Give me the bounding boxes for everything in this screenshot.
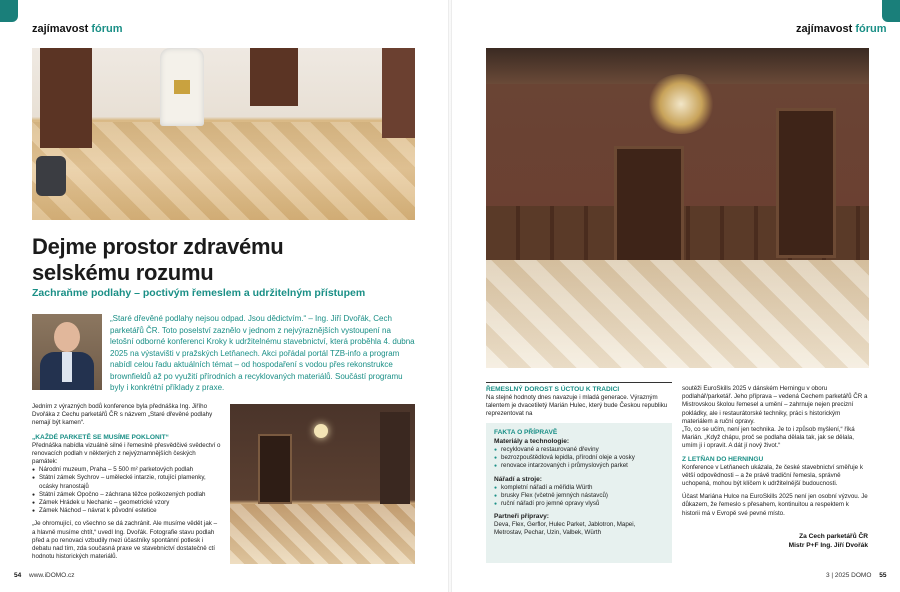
section3-text: Konference v Letňanech ukázala, že české stavebnictví směřuje k větší odpovědnosti – a že právě tradiční řemesla, správně uchopená, mohou být klíčem k udržitelnější budoucnosti. [682,463,863,488]
partners-text: Deva, Flex, Gerflor, Hulec Parket, Jablotron, Mapei, Metrostav, Pechar, Uzin, Valbek, Würth [494,521,636,537]
left-column [32,403,222,561]
quote-text: „Je ohromující, co všechno se dá zachránit. Ale musíme vědět jak – a hlavně musíme chtít,“ uvedl Ing. Dvořák. Fotografie stavu podlah před a po renovaci vzbudily mezi účastníky spontánní potlesk i debatu nad tím, zda současná praxe ve stavebnictví dostatečně ctí hodnotu historických materiálů. [32,520,218,561]
footer-left [14,572,75,579]
list-item: ● bezrozpouštědlová lepidla, přírodní oleje a vosky [494,454,664,462]
page-tab-left [0,0,18,22]
footer-right [826,572,886,579]
partners-title: Partneři přípravy: [494,513,549,521]
right-column-text: soutěži EuroSkills 2025 v dánském Herningu v oboru podlahář/parketář. Jeho příprava – vedená Cechem parketářů ČR a Mistrovskou školou řemesel a umění – zahrnuje nejen precizní pokládky, ale i restaurátorské techniky, práci s historickým materiálem a ruční opravy. [682,385,868,425]
marian-quote: „To, co se učím, není jen technika. Je to i způsob myšlení,“ říká Marián. „Když chápu, proč se podlaha dělala tak, jak se dělala, umím ji i opravit. A dát jí nový život.“ [682,426,855,450]
article-subtitle: Zachraňme podlahy – poctivým řemeslem a udržitelným přístupem [32,287,366,299]
materials-list [494,446,664,471]
photo-room-stove [32,48,415,220]
section1-heading: „KAŽDÉ PARKETĚ SE MUSÍME POKLONIT“ [32,433,169,441]
facts-heading: FAKTA O PŘÍPRAVĚ [494,429,558,436]
list-item: ● Národní muzeum, Praha – 5 500 m² parketových podlah [32,466,222,474]
title-line: Dejme prostor zdravému [32,234,284,259]
list-item: ● Zámek Hrádek u Nechanic – geometrické vzory [32,499,222,507]
divider [486,382,672,383]
list-item: ● ruční nářadí pro jemné opravy vlysů [494,500,664,508]
tools-list [494,484,664,509]
page-number: 54 [14,572,22,579]
section-label-left [32,23,122,35]
list-item: ● Zámek Náchod – návrat k původní estetice [32,507,222,515]
article-title [32,234,412,286]
page-tab-right [882,0,900,22]
tools-title: Nářadí a stroje: [494,475,543,483]
section2-text: Na stejné hodnoty dnes navazuje i mladá generace. Výrazným talentem je dvacetiletý Marián Hulec, který bude Českou republiku reprezentovat na [486,394,668,418]
signature [680,532,868,550]
author-portrait [32,314,102,390]
section-accent-word: fórum [91,23,123,35]
page-number: 55 [879,572,887,579]
section1-text: Přednáška nabídla vizuálně silné i řemeslně přesvědčivé svědectví o renovacích podlah v některých z nejvýznamnějších českých památek: [32,441,221,466]
signature-line: Mistr P+F Ing. Jiří Dvořák [788,542,868,549]
signature-line: Za Cech parketářů ČR [799,533,868,540]
title-line: selskému rozumu [32,260,214,285]
list-item: ● brusky Flex (včetně jemných nástavců) [494,492,664,500]
monument-list [32,466,222,515]
list-item: ● kompletní nářadí a měřidla Würth [494,484,664,492]
photo-hall-parquet [230,404,415,564]
section-word: zajímavost [32,23,89,35]
website: www.iDOMO.cz [29,572,75,579]
section-label-right [796,23,886,35]
list-item: ● renovace intarzovaných i průmyslových parket [494,462,664,470]
lead-paragraph: „Staré dřevěné podlahy nejsou odpad. Jsou dědictvím.“ – Ing. Jiří Dvořák, Cech parketářů ČR. Toto poselství zaznělo v jednom z nejvýraznějších vystoupení na letošní odborné konferenci Kroky k udržitelnému stavebnictví, která proběhla 4. dubna 2025 na výstavišti v pražských Letňanech. Akci pořádal portál TZB-info a program nabídl celou řadu aktuálních témat – od hospodaření s vodou přes rekonstrukce brownfieldů až po využití přírodních a recyklovaných materiálů. Součástí programu byly i konkrétní příklady z praxe. [110,314,415,392]
list-item: ● Státní zámek Sychrov – umělecké intarzie, rotující plamenky, ocásky hranostajů [32,474,222,490]
closing-text: Účast Mariána Hulce na EuroSkills 2025 není jen osobní výzvou. Je důkazem, že řemeslo s přesahem, kontinuitou a respektem k historii má v Evropě své pevné místo. [682,493,868,517]
issue-label: 3 | 2025 DOMO [826,572,872,579]
section3-heading: Z LETŇAN DO HERNINGU [682,455,764,463]
intro-text: Jedním z výrazných bodů konference byla přednáška Ing. Jiřího Dvořáka z Cechu parketářů ČR s názvem „Staré dřevěné podlahy nemají být kamen“. [32,403,213,427]
section-accent-word: fórum [855,23,887,35]
list-item: ● recyklované a restaurované dřeviny [494,446,664,454]
section2-heading: ŘEMESLNÝ DOROST S ÚCTOU K TRADICI [486,386,620,393]
section-word: zajímavost [796,23,853,35]
mid-column [486,385,672,419]
facts-box [486,423,672,563]
spine-gutter [448,0,452,592]
list-item: ● Státní zámek Opočno – záchrana těžce poškozených podlah [32,491,222,499]
photo-salon-chandelier [486,48,869,368]
materials-title: Materiály a technologie: [494,438,570,445]
right-column [682,385,868,518]
